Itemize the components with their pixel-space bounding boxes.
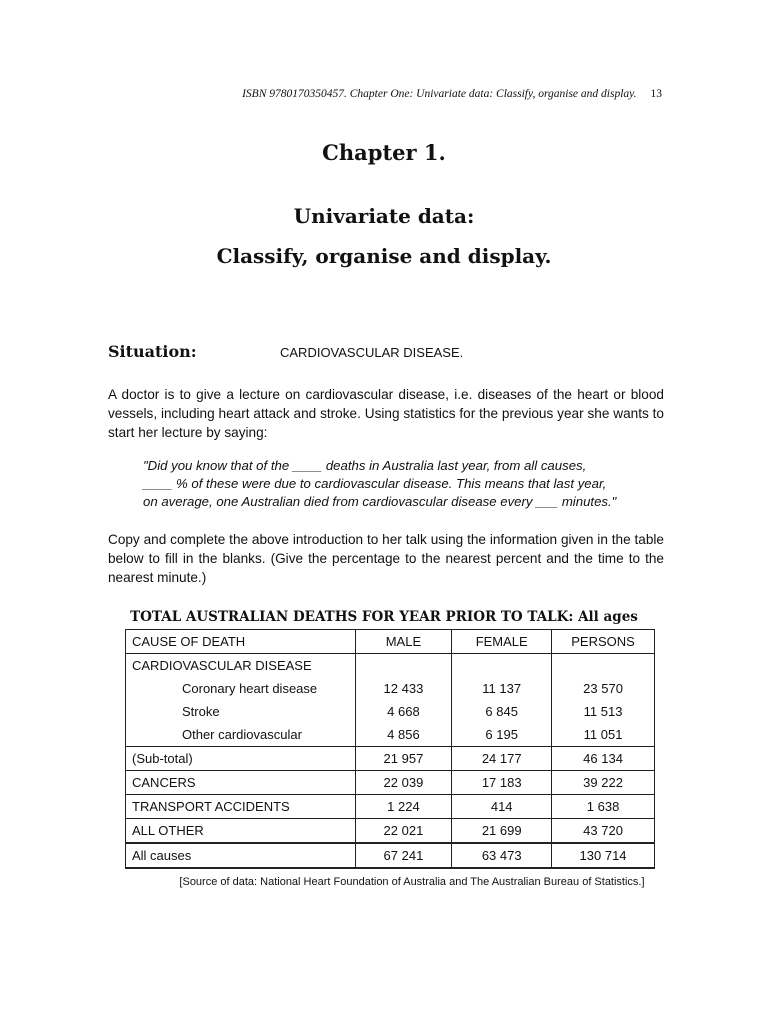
male-cell: 12 433 [355,677,452,700]
male-cell: 22 039 [355,771,452,795]
table-total-row [126,843,655,868]
cause-cell: ALL OTHER [126,819,356,844]
instruction-paragraph: Copy and complete the above introduction to her talk using the information given in the table below to fill in the blanks. (Give the percentage to the nearest percent and the time to the nearest minute.) [108,532,664,585]
table-row [126,771,655,795]
cause-cell: CANCERS [126,771,356,795]
chapter-number: Chapter 1. [322,140,446,165]
column-header: CAUSE OF DEATH [126,630,356,654]
female-cell: 11 137 [452,677,552,700]
table-header-row [126,630,655,654]
persons-cell: 23 570 [552,677,655,700]
female-cell: 63 473 [452,843,552,868]
female-cell: 24 177 [452,747,552,771]
cause-cell: TRANSPORT ACCIDENTS [126,795,356,819]
column-header: PERSONS [552,630,655,654]
cause-cell: (Sub-total) [126,747,356,771]
persons-cell: 130 714 [552,843,655,868]
male-cell: 21 957 [355,747,452,771]
female-cell: 21 699 [452,819,552,844]
chapter-title-line-2: Classify, organise and display. [216,244,552,268]
male-cell: 22 021 [355,819,452,844]
table-row [126,677,655,700]
male-cell: 4 856 [355,723,452,747]
persons-cell: 1 638 [552,795,655,819]
cause-cell: Coronary heart disease [126,677,356,700]
quote-line: on average, one Australian died from cardiovascular disease every ___ minutes." [143,494,617,509]
cause-cell: All causes [126,843,356,868]
intro-paragraph: A doctor is to give a lecture on cardiovascular disease, i.e. diseases of the heart or blood vessels, including heart attack and stroke. Using statistics for the previous year she wants to start her lecture by saying: [108,387,664,440]
female-cell: 6 195 [452,723,552,747]
page-number: 13 [650,88,662,100]
table-row [126,795,655,819]
male-cell: 67 241 [355,843,452,868]
table-row [126,747,655,771]
female-cell: 6 845 [452,700,552,723]
chapter-title-line-1: Univariate data: [293,204,475,228]
cause-cell: Stroke [126,700,356,723]
persons-cell: 46 134 [552,747,655,771]
persons-cell: 11 051 [552,723,655,747]
table-row [126,700,655,723]
male-cell: 4 668 [355,700,452,723]
source-note: [Source of data: National Heart Foundation of Australia and The Australian Bureau of Statistics.] [179,876,645,888]
cause-cell: Other cardiovascular [126,723,356,747]
table-row [126,819,655,844]
persons-cell: 43 720 [552,819,655,844]
persons-cell: 39 222 [552,771,655,795]
running-header [0,88,662,100]
female-cell: 17 183 [452,771,552,795]
table-title: TOTAL AUSTRALIAN DEATHS FOR YEAR PRIOR TO TALK: All ages [130,609,638,625]
table-group-row [126,654,655,678]
male-cell: 1 224 [355,795,452,819]
column-header: MALE [355,630,452,654]
quote-block [143,457,663,511]
quote-line: ____ % of these were due to cardiovascular disease. This means that last year, [143,476,607,491]
running-header-text: ISBN 9780170350457. Chapter One: Univariate data: Classify, organise and display. [242,88,637,100]
group-label: CARDIOVASCULAR DISEASE [126,654,356,678]
quote-line: "Did you know that of the ____ deaths in Australia last year, from all causes, [143,458,587,473]
situation-value: CARDIOVASCULAR DISEASE. [280,345,464,360]
female-cell: 414 [452,795,552,819]
persons-cell: 11 513 [552,700,655,723]
table-row [126,723,655,747]
situation-label: Situation: [108,342,197,361]
column-header: FEMALE [452,630,552,654]
deaths-table [125,629,655,869]
